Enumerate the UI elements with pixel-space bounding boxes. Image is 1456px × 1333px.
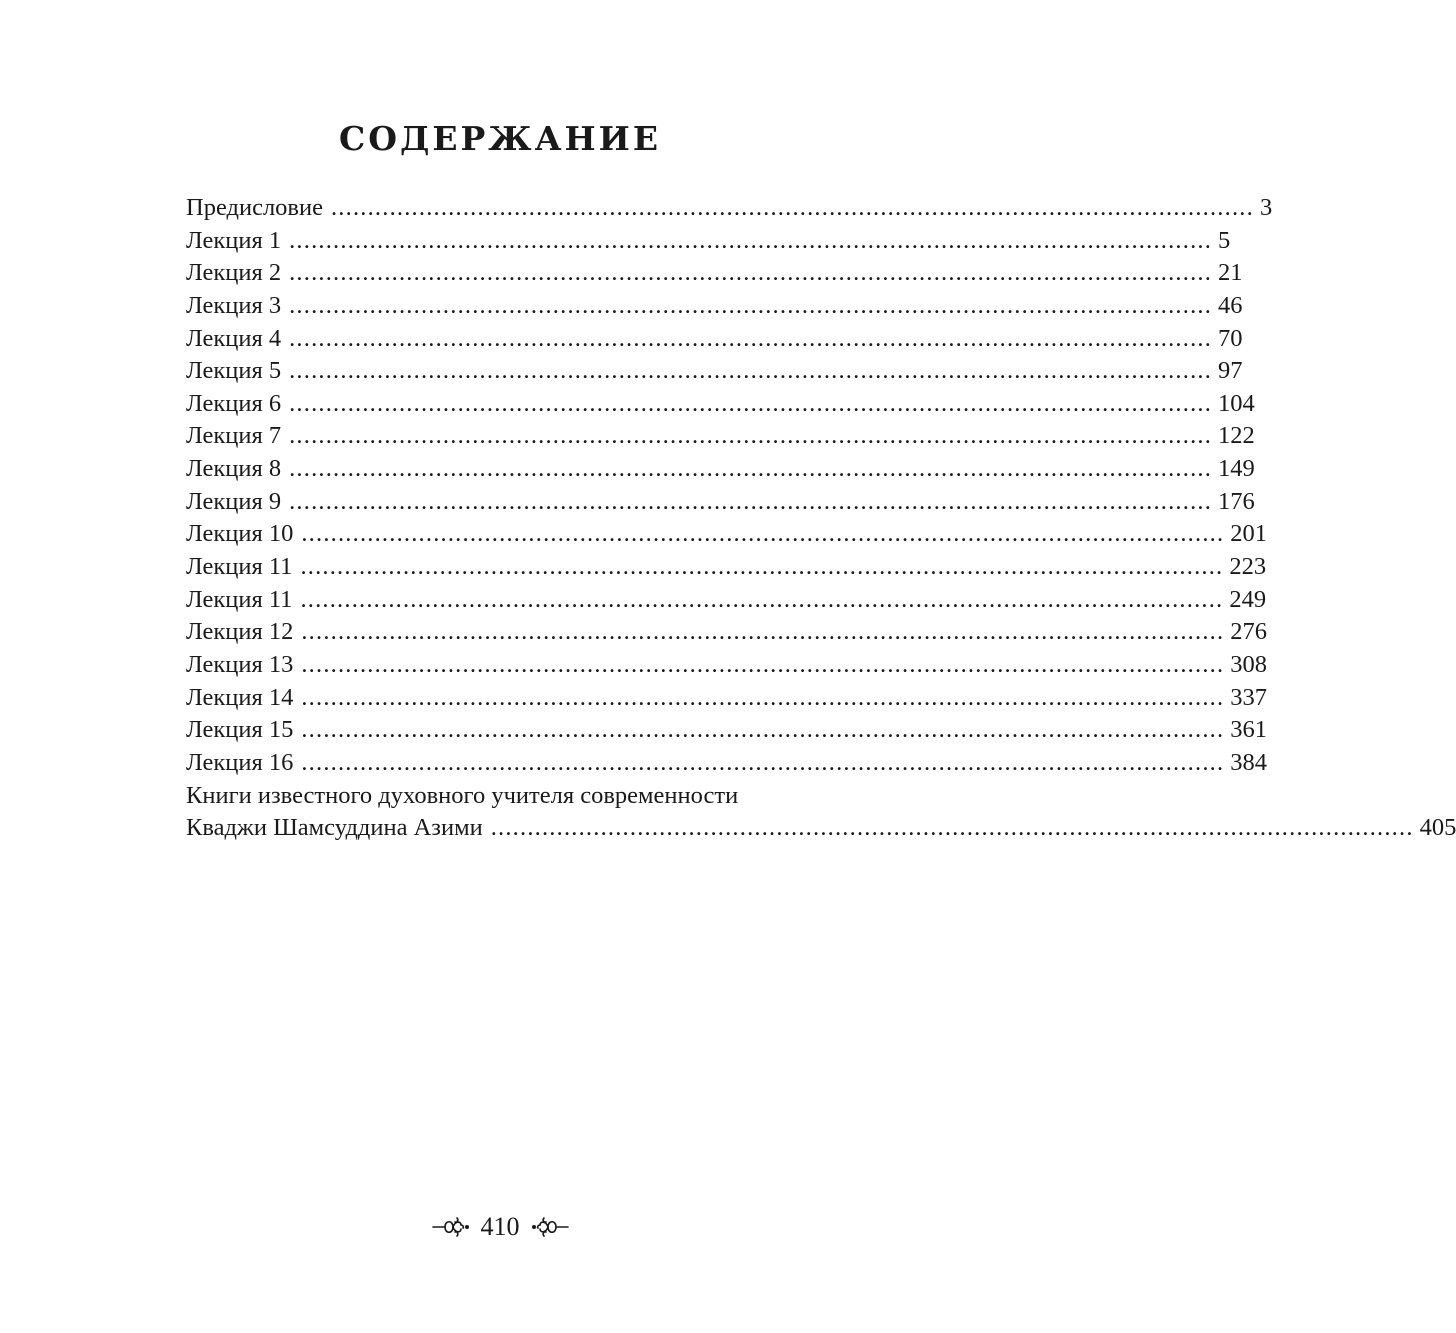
toc-entry (186, 518, 1268, 551)
toc-entry (186, 682, 1268, 715)
toc-entry-page: 5 (1218, 226, 1231, 254)
toc-entry (186, 323, 1243, 356)
toc-entry-title: Лекция 15 (186, 716, 294, 744)
toc-entry-page: 201 (1230, 520, 1268, 548)
dot-leader: .............................................................................................................................. (301, 683, 1225, 711)
toc-entry-page: 104 (1218, 389, 1255, 417)
toc-entry-page: 46 (1218, 291, 1243, 319)
dot-leader: .............................................................................................................................. (301, 748, 1225, 776)
toc-entry-page: 149 (1218, 455, 1255, 483)
toc-entry-page: 97 (1218, 357, 1243, 385)
dot-leader: .............................................................................................................................. (301, 520, 1225, 548)
dot-leader: .............................................................................................................................. (301, 716, 1225, 744)
toc-entry-title: Книги известного духовного учителя современности (186, 781, 739, 809)
toc-entry-title: Лекция 8 (186, 455, 282, 483)
dot-leader: .............................................................................................................................. (300, 585, 1224, 613)
dot-leader: .............................................................................................................................. (289, 357, 1213, 385)
toc-entry (186, 355, 1243, 388)
dot-leader: .............................................................................................................................. (289, 291, 1213, 319)
toc-entry-title: Лекция 2 (186, 259, 282, 287)
toc-entry-title: Лекция 14 (186, 683, 294, 711)
toc-entry-page: 122 (1218, 422, 1255, 450)
toc-entry-title: Лекция 11 (186, 585, 293, 613)
page-footer (0, 1212, 1000, 1242)
toc-final-entry-line1 (186, 780, 846, 813)
dot-leader: .............................................................................................................................. (490, 814, 1414, 842)
toc-entry (186, 290, 1243, 323)
toc-entry-title: Лекция 6 (186, 389, 282, 417)
toc-entry-title: Лекция 11 (186, 553, 293, 581)
toc-entry (186, 420, 1255, 453)
dot-leader: .............................................................................................................................. (289, 226, 1213, 254)
table-of-contents (186, 192, 1456, 845)
toc-entry (186, 616, 1268, 649)
toc-entry (186, 453, 1255, 486)
page-title: СОДЕРЖАНИЕ (338, 119, 661, 158)
toc-entry-page: 384 (1230, 748, 1268, 776)
toc-entry-page: 21 (1218, 259, 1243, 287)
toc-entry-title: Лекция 1 (186, 226, 282, 254)
toc-entry (186, 388, 1255, 421)
toc-entry-title: Лекция 5 (186, 357, 282, 385)
toc-entry (186, 584, 1267, 617)
toc-entry-page: 276 (1230, 618, 1268, 646)
toc-entry (186, 747, 1268, 780)
page-number: 410 (480, 1212, 520, 1241)
toc-entry-title: Лекция 4 (186, 324, 282, 352)
toc-entry (186, 649, 1268, 682)
toc-entry-title: Кваджи Шамсуддина Азими (186, 814, 483, 842)
toc-entry-page: 308 (1230, 650, 1268, 678)
toc-entry (186, 486, 1255, 519)
toc-entry-page: 70 (1218, 324, 1243, 352)
dot-leader: .............................................................................................................................. (300, 553, 1224, 581)
toc-entry-page: 361 (1230, 716, 1268, 744)
toc-entry-page: 3 (1259, 194, 1273, 221)
toc-entry-page: 249 (1229, 585, 1267, 613)
dot-leader: .............................................................................................................................. (301, 650, 1225, 678)
toc-entry (186, 257, 1243, 290)
toc-entry (186, 192, 1273, 225)
dot-leader: .............................................................................................................................. (289, 259, 1213, 287)
toc-entry-title: Лекция 13 (186, 650, 294, 678)
toc-entry (186, 225, 1231, 258)
toc-entry-page: 405 (1419, 814, 1456, 842)
toc-entry-page: 337 (1230, 683, 1268, 711)
toc-entry-title: Лекция 10 (186, 520, 294, 548)
toc-entry-title: Лекция 9 (186, 487, 282, 515)
toc-entry-title: Лекция 16 (186, 748, 294, 776)
toc-entry (186, 551, 1267, 584)
dot-leader: .............................................................................................................................. (289, 324, 1213, 352)
toc-entry-title: Лекция 3 (186, 291, 282, 319)
toc-entry-title: Лекция 12 (186, 618, 294, 646)
dot-leader: .............................................................................................................................. (289, 422, 1213, 450)
dot-leader: .............................................................................................................................. (289, 389, 1213, 417)
toc-final-entry-line2 (186, 812, 1456, 845)
dot-leader: .............................................................................................................................. (289, 455, 1213, 483)
dot-leader: .............................................................................................................................. (301, 618, 1225, 646)
toc-entry-page: 176 (1218, 487, 1255, 515)
dot-leader: .............................................................................................................................. (330, 194, 1254, 221)
fleuron-ornament-left-icon (431, 1215, 471, 1239)
toc-entry-page: 223 (1229, 553, 1267, 581)
toc-entry-title: Лекция 7 (186, 422, 282, 450)
fleuron-ornament-right-icon (530, 1215, 570, 1239)
toc-entry (186, 714, 1268, 747)
toc-entry-title: Предисловие (186, 194, 323, 221)
dot-leader: .............................................................................................................................. (289, 487, 1213, 515)
